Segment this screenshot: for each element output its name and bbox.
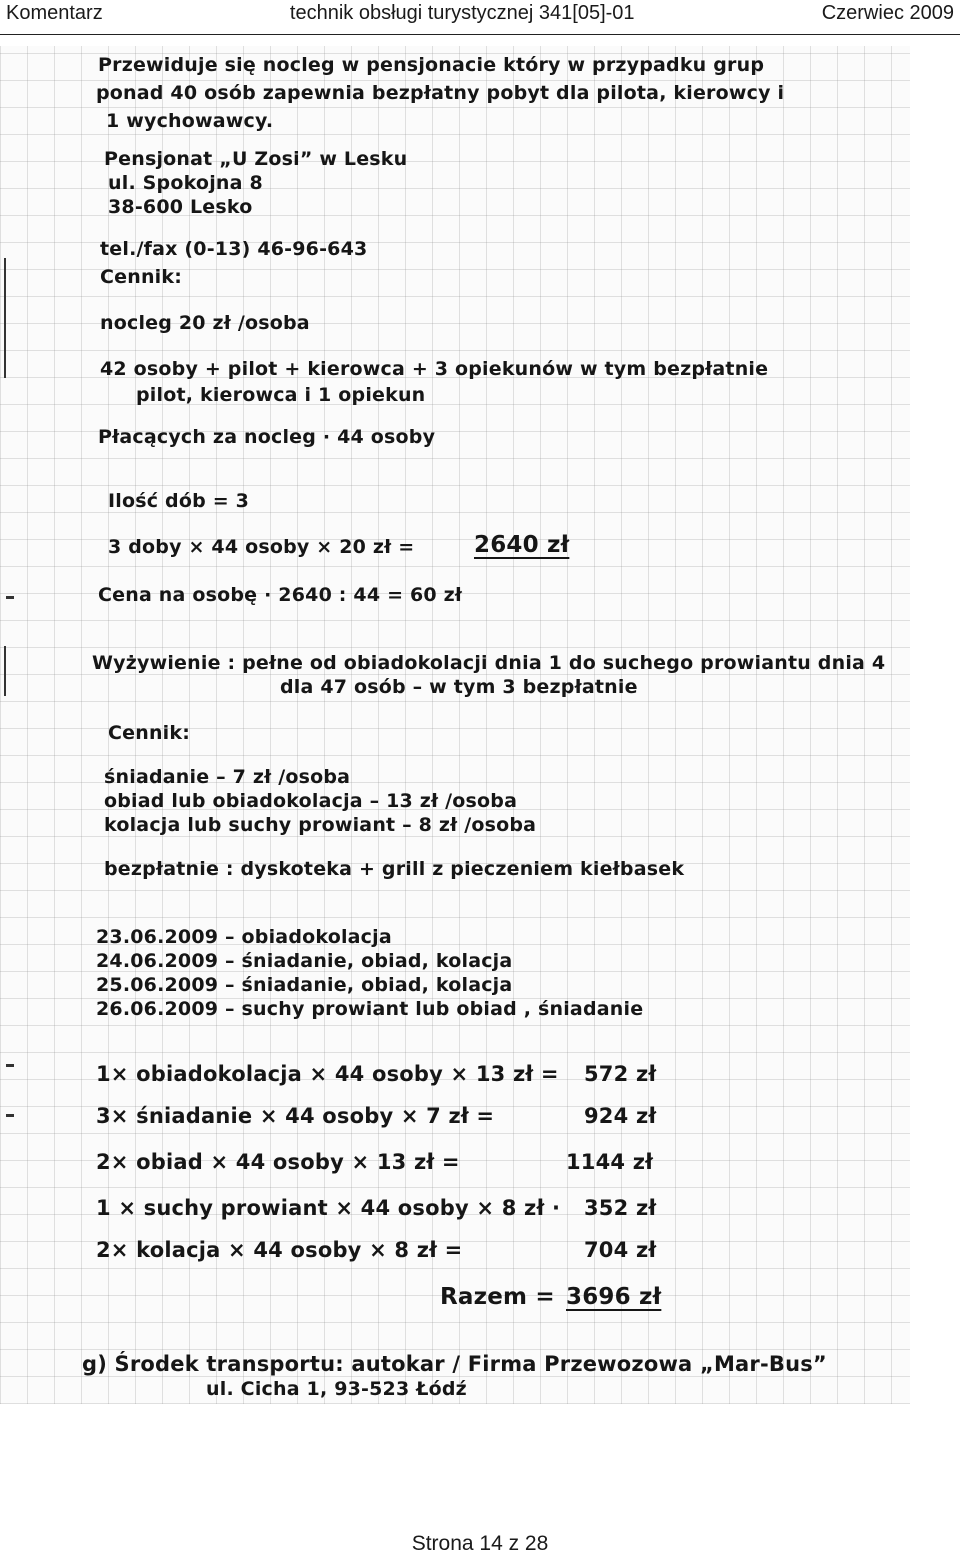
header-center: technik obsługi turystycznej 341[05]-01 (289, 2, 635, 24)
cost-item: 2× kolacja × 44 osoby × 8 zł = (96, 1238, 463, 1262)
cost-sum: 704 zł (584, 1238, 657, 1262)
transport-line: ul. Cicha 1, 93-523 Łódź (206, 1378, 467, 1400)
group-line: 42 osoby + pilot + kierowca + 3 opiekunów w tym bezpłatnie (100, 358, 769, 380)
calc-line: 3 doby × 44 osoby × 20 zł = (108, 536, 415, 558)
margin-mark (6, 596, 14, 599)
phone-line: tel./fax (0-13) 46-96-643 (100, 238, 368, 260)
group-line: pilot, kierowca i 1 opiekun (136, 384, 426, 406)
cost-item: 2× obiad × 44 osoby × 13 zł = (96, 1150, 460, 1174)
total-label: Razem = (440, 1284, 555, 1310)
schedule-line: 23.06.2009 – obiadokolacja (96, 926, 392, 948)
cost-sum: 572 zł (584, 1062, 657, 1086)
cost-item: 1 × suchy prowiant × 44 osoby × 8 zł · (96, 1196, 561, 1220)
price-item: obiad lub obiadokolacja – 13 zł /osoba (104, 790, 518, 812)
transport-line: g) Środek transportu: autokar / Firma Przewozowa „Mar-Bus” (82, 1352, 827, 1376)
address-line: Pensjonat „U Zosi” w Lesku (104, 148, 408, 170)
intro-line: 1 wychowawcy. (106, 110, 274, 132)
meals-line: Wyżywienie : pełne od obiadokolacji dnia 1 do suchego prowiantu dnia 4 (92, 652, 886, 674)
price-item: śniadanie – 7 zł /osoba (104, 766, 351, 788)
total-value: 3696 zł (566, 1284, 662, 1310)
free-line: bezpłatnie : dyskoteka + grill z pieczeniem kiełbasek (104, 858, 685, 880)
meals-line: dla 47 osób – w tym 3 bezpłatnie (280, 676, 638, 698)
price-item: kolacja lub suchy prowiant – 8 zł /osoba (104, 814, 537, 836)
days-line: Ilość dób = 3 (108, 490, 250, 512)
header-right: Czerwiec 2009 (821, 2, 954, 24)
cost-sum: 924 zł (584, 1104, 657, 1128)
cost-item: 1× obiadokolacja × 44 osoby × 13 zł = (96, 1062, 559, 1086)
margin-bar (4, 646, 6, 696)
per-person-line: Cena na osobę · 2640 : 44 = 60 zł (98, 584, 463, 606)
cost-sum: 352 zł (584, 1196, 657, 1220)
calc-total: 2640 zł (474, 532, 570, 558)
intro-line: ponad 40 osób zapewnia bezpłatny pobyt dla pilota, kierowcy i (96, 82, 785, 104)
schedule-line: 25.06.2009 – śniadanie, obiad, kolacja (96, 974, 513, 996)
address-line: ul. Spokojna 8 (108, 172, 263, 194)
cost-sum: 1144 zł (566, 1150, 654, 1174)
margin-mark (6, 1064, 14, 1067)
margin-bar (4, 258, 6, 378)
section-heading: Cennik: (108, 722, 191, 744)
paying-line: Płacących za nocleg · 44 osoby (98, 426, 436, 448)
header-divider (0, 34, 960, 35)
section-heading: Cennik: (100, 266, 183, 288)
header-left: Komentarz (6, 2, 103, 24)
schedule-line: 24.06.2009 – śniadanie, obiad, kolacja (96, 950, 513, 972)
margin-mark (6, 1114, 14, 1117)
schedule-line: 26.06.2009 – suchy prowiant lub obiad , śniadanie (96, 998, 644, 1020)
handwritten-scan (0, 46, 910, 1404)
address-line: 38-600 Lesko (108, 196, 253, 218)
cost-item: 3× śniadanie × 44 osoby × 7 zł = (96, 1104, 495, 1128)
price-line: nocleg 20 zł /osoba (100, 312, 310, 334)
intro-line: Przewiduje się nocleg w pensjonacie który w przypadku grup (98, 54, 765, 76)
page-number: Strona 14 z 28 (411, 1532, 549, 1555)
